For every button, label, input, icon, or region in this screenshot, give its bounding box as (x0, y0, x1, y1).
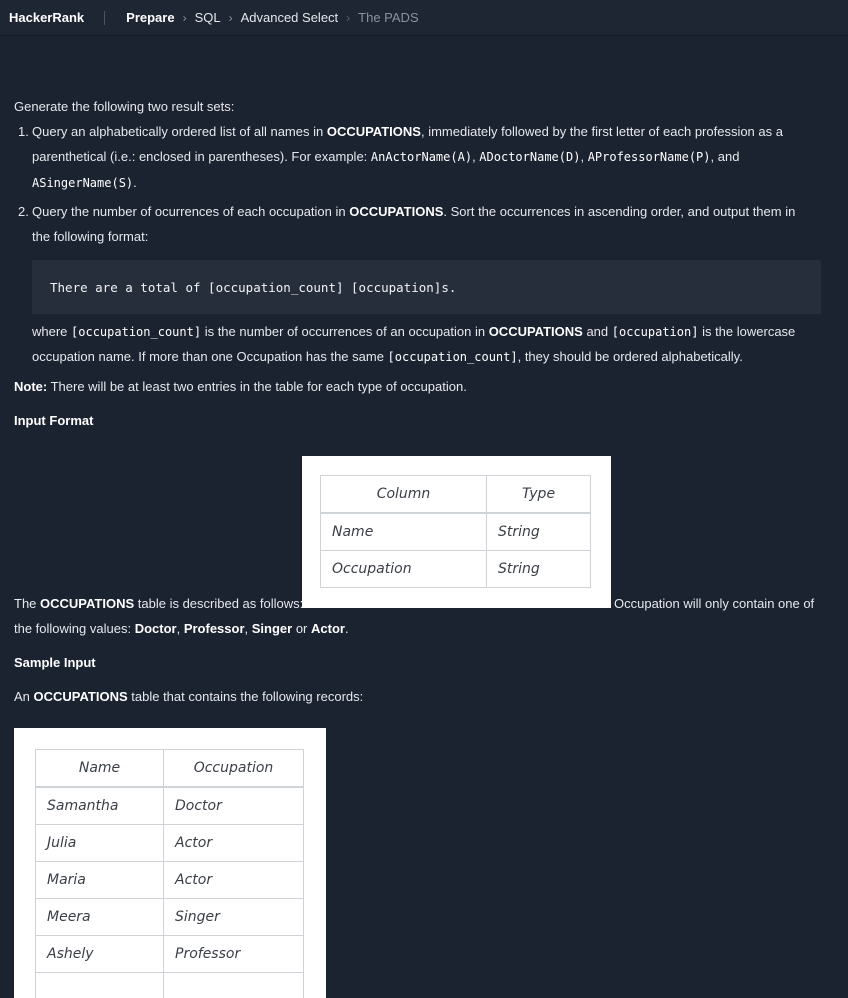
output-format-code: There are a total of [occupation_count] [occupation]s. (32, 260, 821, 314)
table-cell: Maria (36, 862, 164, 899)
table-cell (36, 973, 164, 998)
table-cell: Actor (164, 825, 304, 862)
described-text: the following values: Doctor, Professor, Singer or Actor. (14, 616, 349, 641)
table-row (321, 551, 591, 588)
breadcrumb-advanced-select[interactable]: Advanced Select (241, 10, 339, 25)
table-row (36, 862, 304, 899)
table-header: Column (321, 476, 487, 514)
list-item-text: ASingerName(S). (32, 170, 137, 196)
table-cell: Ashely (36, 936, 164, 973)
top-nav (0, 0, 848, 36)
where-text: occupation name. If more than one Occupation has the same [occupation_count], they should be ordered alphabetically. (32, 344, 743, 370)
table-cell: Singer (164, 899, 304, 936)
table-cell: Occupation (321, 551, 487, 588)
table-cell: Doctor (164, 787, 304, 825)
table-row (36, 825, 304, 862)
table-cell (164, 973, 304, 998)
table-header: Occupation (164, 750, 304, 788)
where-text: where [occupation_count] is the number of occurrences of an occupation in OCCUPATIONS and [occupation] is the lowercase (32, 319, 795, 345)
note-text: Note: There will be at least two entries in the table for each type of occupation. (14, 374, 467, 399)
breadcrumb-prepare[interactable]: Prepare (126, 10, 174, 25)
hackerrank-logo[interactable]: HackerRank (9, 10, 84, 25)
list-item-number: 2. (18, 199, 29, 224)
table-cell: Meera (36, 899, 164, 936)
list-item-text: parenthetical (i.e.: enclosed in parentheses). For example: AnActorName(A), ADoctorName(D), AProfessorName(P), and (32, 144, 739, 170)
chevron-right-icon: › (183, 11, 187, 25)
sample-input-heading: Sample Input (14, 650, 96, 675)
table-cell: String (487, 513, 591, 551)
table-cell: Samantha (36, 787, 164, 825)
list-item-number: 1. (18, 119, 29, 144)
table-header: Type (487, 476, 591, 514)
sample-desc-text: An OCCUPATIONS table that contains the following records: (14, 684, 363, 709)
list-item-text: the following format: (32, 224, 148, 249)
nav-divider (104, 11, 105, 25)
input-format-heading: Input Format (14, 408, 93, 433)
table-cell: Julia (36, 825, 164, 862)
breadcrumb-current: The PADS (358, 10, 418, 25)
schema-table (320, 475, 591, 588)
list-item-text: Query the number of ocurrences of each occupation in OCCUPATIONS. Sort the occurrences in ascending order, and output them in (32, 199, 795, 224)
table-row (36, 936, 304, 973)
table-row (321, 513, 591, 551)
table-row (36, 899, 304, 936)
records-table (35, 749, 304, 998)
table-cell: Professor (164, 936, 304, 973)
table-cell: Name (321, 513, 487, 551)
chevron-right-icon: › (229, 11, 233, 25)
table-row (36, 787, 304, 825)
chevron-right-icon: › (346, 11, 350, 25)
table-row (36, 973, 304, 998)
list-item-text: Query an alphabetically ordered list of all names in OCCUPATIONS, immediately followed by the first letter of each profession as a (32, 119, 783, 144)
described-text: The OCCUPATIONS table is described as follows: (14, 591, 303, 616)
records-table-image (14, 728, 326, 998)
table-header: Name (36, 750, 164, 788)
breadcrumb-sql[interactable]: SQL (195, 10, 221, 25)
described-text: Occupation will only contain one of (614, 591, 814, 616)
intro-text: Generate the following two result sets: (14, 94, 234, 119)
schema-table-image (302, 456, 611, 608)
table-cell: Actor (164, 862, 304, 899)
table-cell: String (487, 551, 591, 588)
